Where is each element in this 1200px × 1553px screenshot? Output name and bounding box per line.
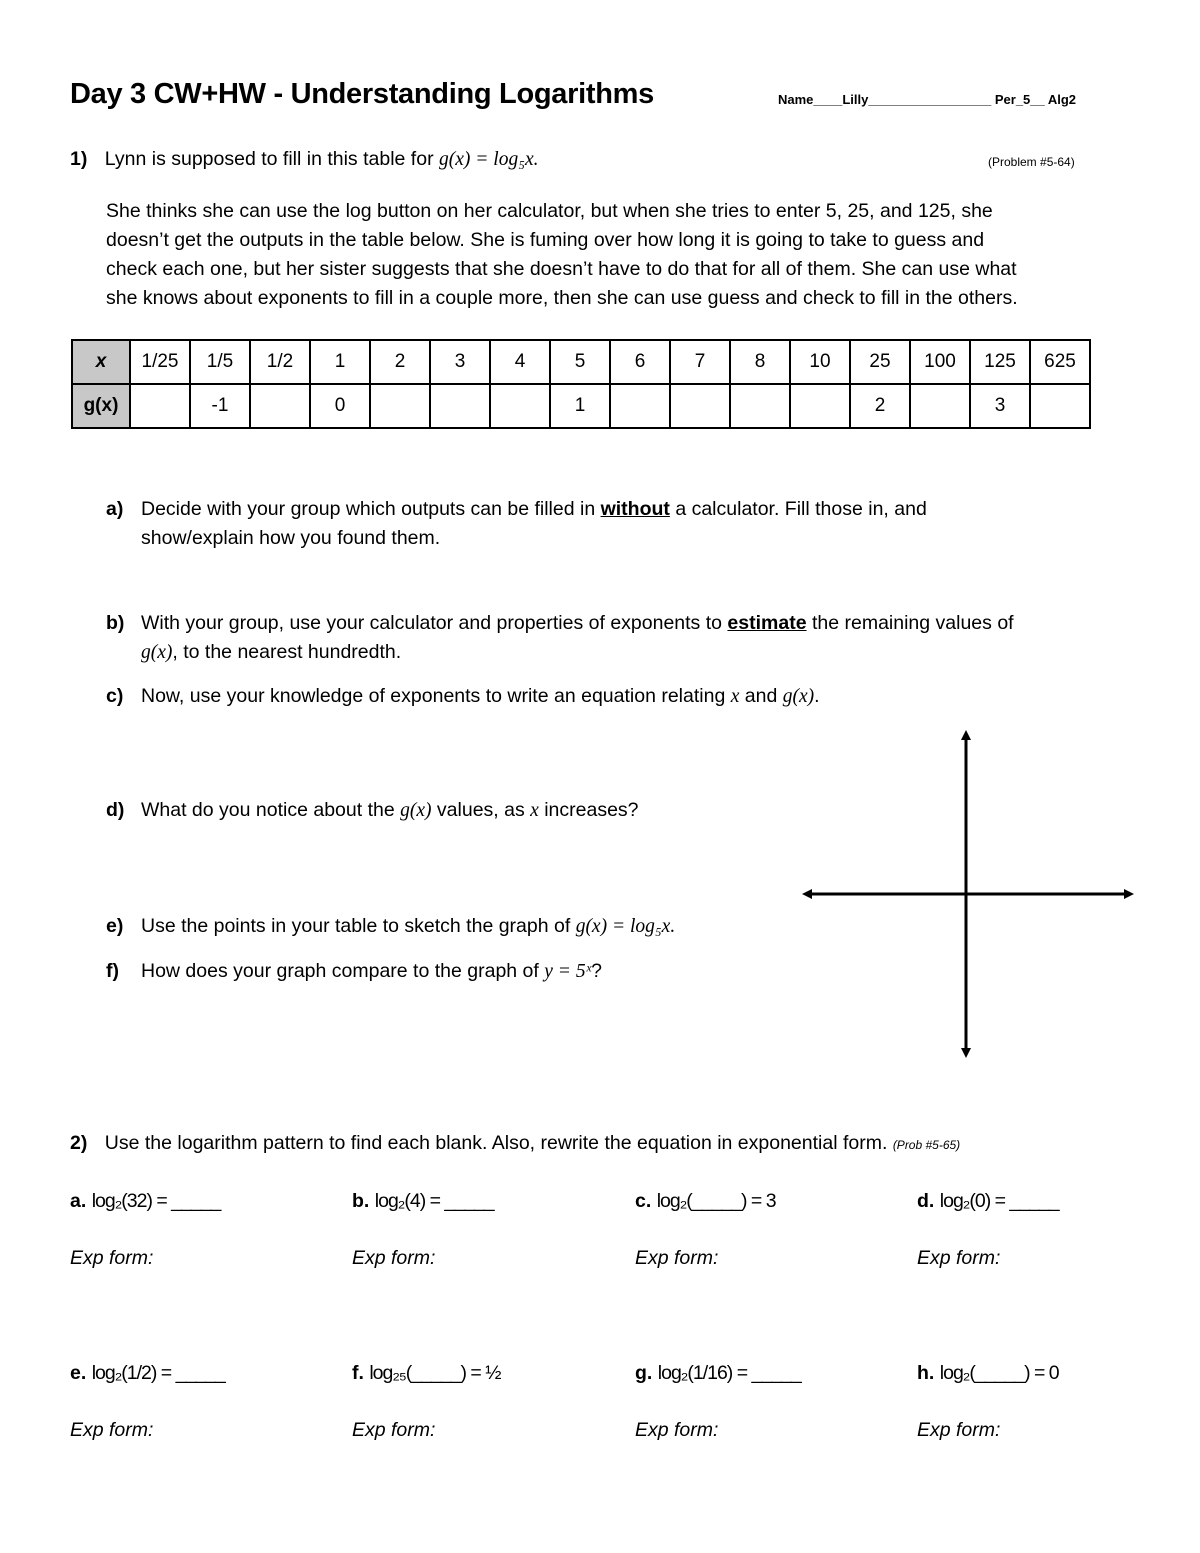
table-cell: 2 <box>370 340 430 384</box>
part-b-text: With your group, use your calculator and properties of exponents to <box>141 612 728 634</box>
problem2-intro: Use the logarithm pattern to find each blank. Also, rewrite the equation in exponential form. <box>104 1132 888 1154</box>
part-a-label: a) <box>106 498 124 520</box>
table-row-gx <box>72 384 1090 428</box>
item-b <box>352 1187 494 1216</box>
part-c-text: . <box>814 685 820 707</box>
part-a-text: a calculator. Fill those in, and <box>669 498 927 520</box>
part-d <box>106 796 639 825</box>
item-letter: e. <box>70 1362 87 1384</box>
part-d-label: d) <box>106 799 125 821</box>
item-expression[interactable]: log₂(4) = _____ <box>374 1190 494 1212</box>
x-axis-arrow-right-icon <box>1124 889 1134 899</box>
part-f-text: How does your graph compare to the graph of <box>141 960 545 982</box>
item-e <box>70 1359 225 1388</box>
table-cell-input[interactable]: -1 <box>190 384 250 428</box>
exp-form-label: Exp form: <box>635 1419 719 1441</box>
exp-form-label: Exp form: <box>352 1419 436 1441</box>
problem2-number: 2) <box>70 1132 88 1154</box>
page-title: Day 3 CW+HW - Understanding Logarithms <box>70 78 654 110</box>
item-letter: g. <box>635 1362 653 1384</box>
part-c-text: and <box>739 685 783 707</box>
table-cell: 10 <box>790 340 850 384</box>
y-axis-arrow-down-icon <box>961 1048 971 1058</box>
problem1-line <box>70 145 539 174</box>
part-f-label: f) <box>106 960 119 982</box>
part-f-text: ? <box>591 960 602 982</box>
exp-form-label: Exp form: <box>917 1247 1001 1269</box>
row-label-x: x <box>72 340 130 384</box>
part-f <box>106 957 602 986</box>
item-g <box>635 1359 801 1388</box>
table-row-x <box>72 340 1090 384</box>
item-letter: c. <box>635 1190 652 1212</box>
paragraph-line: doesn’t get the outputs in the table below. She is fuming over how long it is going to take to guess and <box>106 229 985 251</box>
table-cell-input[interactable] <box>430 384 490 428</box>
part-c-math: x <box>730 686 740 707</box>
part-f-math: y = 5ˣ <box>544 961 592 982</box>
part-b-text: the remaining values of <box>806 612 1014 634</box>
part-d-math: g(x) <box>400 800 432 821</box>
part-a <box>106 495 927 553</box>
table-cell-input[interactable] <box>610 384 670 428</box>
part-b-emphasis: estimate <box>727 612 807 634</box>
exp-form-label: Exp form: <box>635 1247 719 1269</box>
x-axis-arrow-left-icon <box>802 889 812 899</box>
table-cell-input[interactable] <box>250 384 310 428</box>
table-cell-input[interactable] <box>670 384 730 428</box>
paragraph-line: check each one, but her sister suggests that she doesn’t have to do that for all of them. She can use what <box>106 258 1017 280</box>
problem1-paragraph <box>106 197 1018 313</box>
exp-form-label: Exp form: <box>917 1419 1001 1441</box>
part-b-label: b) <box>106 612 125 634</box>
name-period-line: Name____Lilly_________________ Per_5__ Alg2 <box>778 92 1077 107</box>
y-axis-arrow-up-icon <box>961 730 971 740</box>
table-cell-input[interactable] <box>1030 384 1090 428</box>
part-d-text: values, as <box>431 799 531 821</box>
item-expression[interactable]: log₂₅(_____) = ½ <box>369 1362 501 1384</box>
item-letter: a. <box>70 1190 87 1212</box>
table-cell: 100 <box>910 340 970 384</box>
problem2-ref: (Prob #5-65) <box>892 1138 961 1152</box>
part-b-text: , to the nearest hundredth. <box>172 641 402 663</box>
part-a-text: Decide with your group which outputs can be filled in <box>141 498 601 520</box>
table-cell-input[interactable]: 1 <box>550 384 610 428</box>
part-e <box>106 912 675 941</box>
part-b-math: g(x) <box>141 642 173 663</box>
part-e-text: Use the points in your table to sketch the graph of <box>141 915 576 937</box>
part-a-emphasis: without <box>600 498 670 520</box>
table-cell: 4 <box>490 340 550 384</box>
table-cell-input[interactable]: 2 <box>850 384 910 428</box>
table-cell: 3 <box>430 340 490 384</box>
part-e-label: e) <box>106 915 124 937</box>
table-cell-input[interactable]: 0 <box>310 384 370 428</box>
table-cell-input[interactable] <box>490 384 550 428</box>
table-cell: 5 <box>550 340 610 384</box>
table-cell: 1 <box>310 340 370 384</box>
table-cell: 6 <box>610 340 670 384</box>
item-expression[interactable]: log₂(_____) = 3 <box>656 1190 776 1212</box>
table-cell-input[interactable] <box>790 384 850 428</box>
part-c-math: g(x) <box>782 686 815 707</box>
item-f <box>352 1359 501 1388</box>
paragraph-line: she knows about exponents to fill in a couple more, then she can use guess and check to fill in the others. <box>106 287 1018 309</box>
part-e-math: g(x) = log₅x. <box>575 916 676 937</box>
table-cell: 1/25 <box>130 340 190 384</box>
blank-axes[interactable] <box>800 728 1136 1060</box>
log-table <box>71 339 1091 429</box>
item-expression[interactable]: log₂(1/16) = _____ <box>657 1362 801 1384</box>
table-cell-input[interactable] <box>370 384 430 428</box>
table-cell-input[interactable] <box>730 384 790 428</box>
item-expression[interactable]: log₂(0) = _____ <box>939 1190 1059 1212</box>
table-cell-input[interactable] <box>910 384 970 428</box>
table-cell: 125 <box>970 340 1030 384</box>
row-label-gx: g(x) <box>72 384 130 428</box>
problem1-number: 1) <box>70 148 88 170</box>
exp-form-label: Exp form: <box>352 1247 436 1269</box>
item-c <box>635 1187 776 1216</box>
table-cell-input[interactable]: 3 <box>970 384 1030 428</box>
item-d <box>917 1187 1059 1216</box>
table-cell: 8 <box>730 340 790 384</box>
table-cell-input[interactable] <box>130 384 190 428</box>
part-c-text: Now, use your knowledge of exponents to write an equation relating <box>141 685 731 707</box>
part-c-label: c) <box>106 685 124 707</box>
part-b <box>106 609 1014 667</box>
problem1-function: g(x) = log₅x. <box>438 149 539 170</box>
item-expression[interactable]: log₂(_____) = 0 <box>939 1362 1059 1384</box>
part-a-text: show/explain how you found them. <box>141 527 441 549</box>
table-cell: 625 <box>1030 340 1090 384</box>
part-d-text: What do you notice about the <box>141 799 401 821</box>
item-expression[interactable]: log₂(32) = _____ <box>91 1190 221 1212</box>
table-cell: 1/2 <box>250 340 310 384</box>
paragraph-line: She thinks she can use the log button on her calculator, but when she tries to enter 5, 25, and 125, she <box>106 200 993 222</box>
item-letter: h. <box>917 1362 935 1384</box>
item-letter: b. <box>352 1190 370 1212</box>
item-expression[interactable]: log₂(1/2) = _____ <box>91 1362 225 1384</box>
problem2-line <box>70 1129 960 1160</box>
item-a <box>70 1187 220 1216</box>
exp-form-label: Exp form: <box>70 1247 154 1269</box>
problem1-intro: Lynn is supposed to fill in this table for <box>104 148 434 170</box>
item-h <box>917 1359 1059 1388</box>
part-c <box>106 682 820 711</box>
table-cell: 25 <box>850 340 910 384</box>
exp-form-label: Exp form: <box>70 1419 154 1441</box>
item-letter: f. <box>352 1362 364 1384</box>
table-cell: 7 <box>670 340 730 384</box>
part-d-text: increases? <box>538 799 639 821</box>
problem1-ref: (Problem #5-64) <box>988 155 1075 169</box>
table-cell: 1/5 <box>190 340 250 384</box>
part-d-math: x <box>530 800 539 821</box>
item-letter: d. <box>917 1190 935 1212</box>
